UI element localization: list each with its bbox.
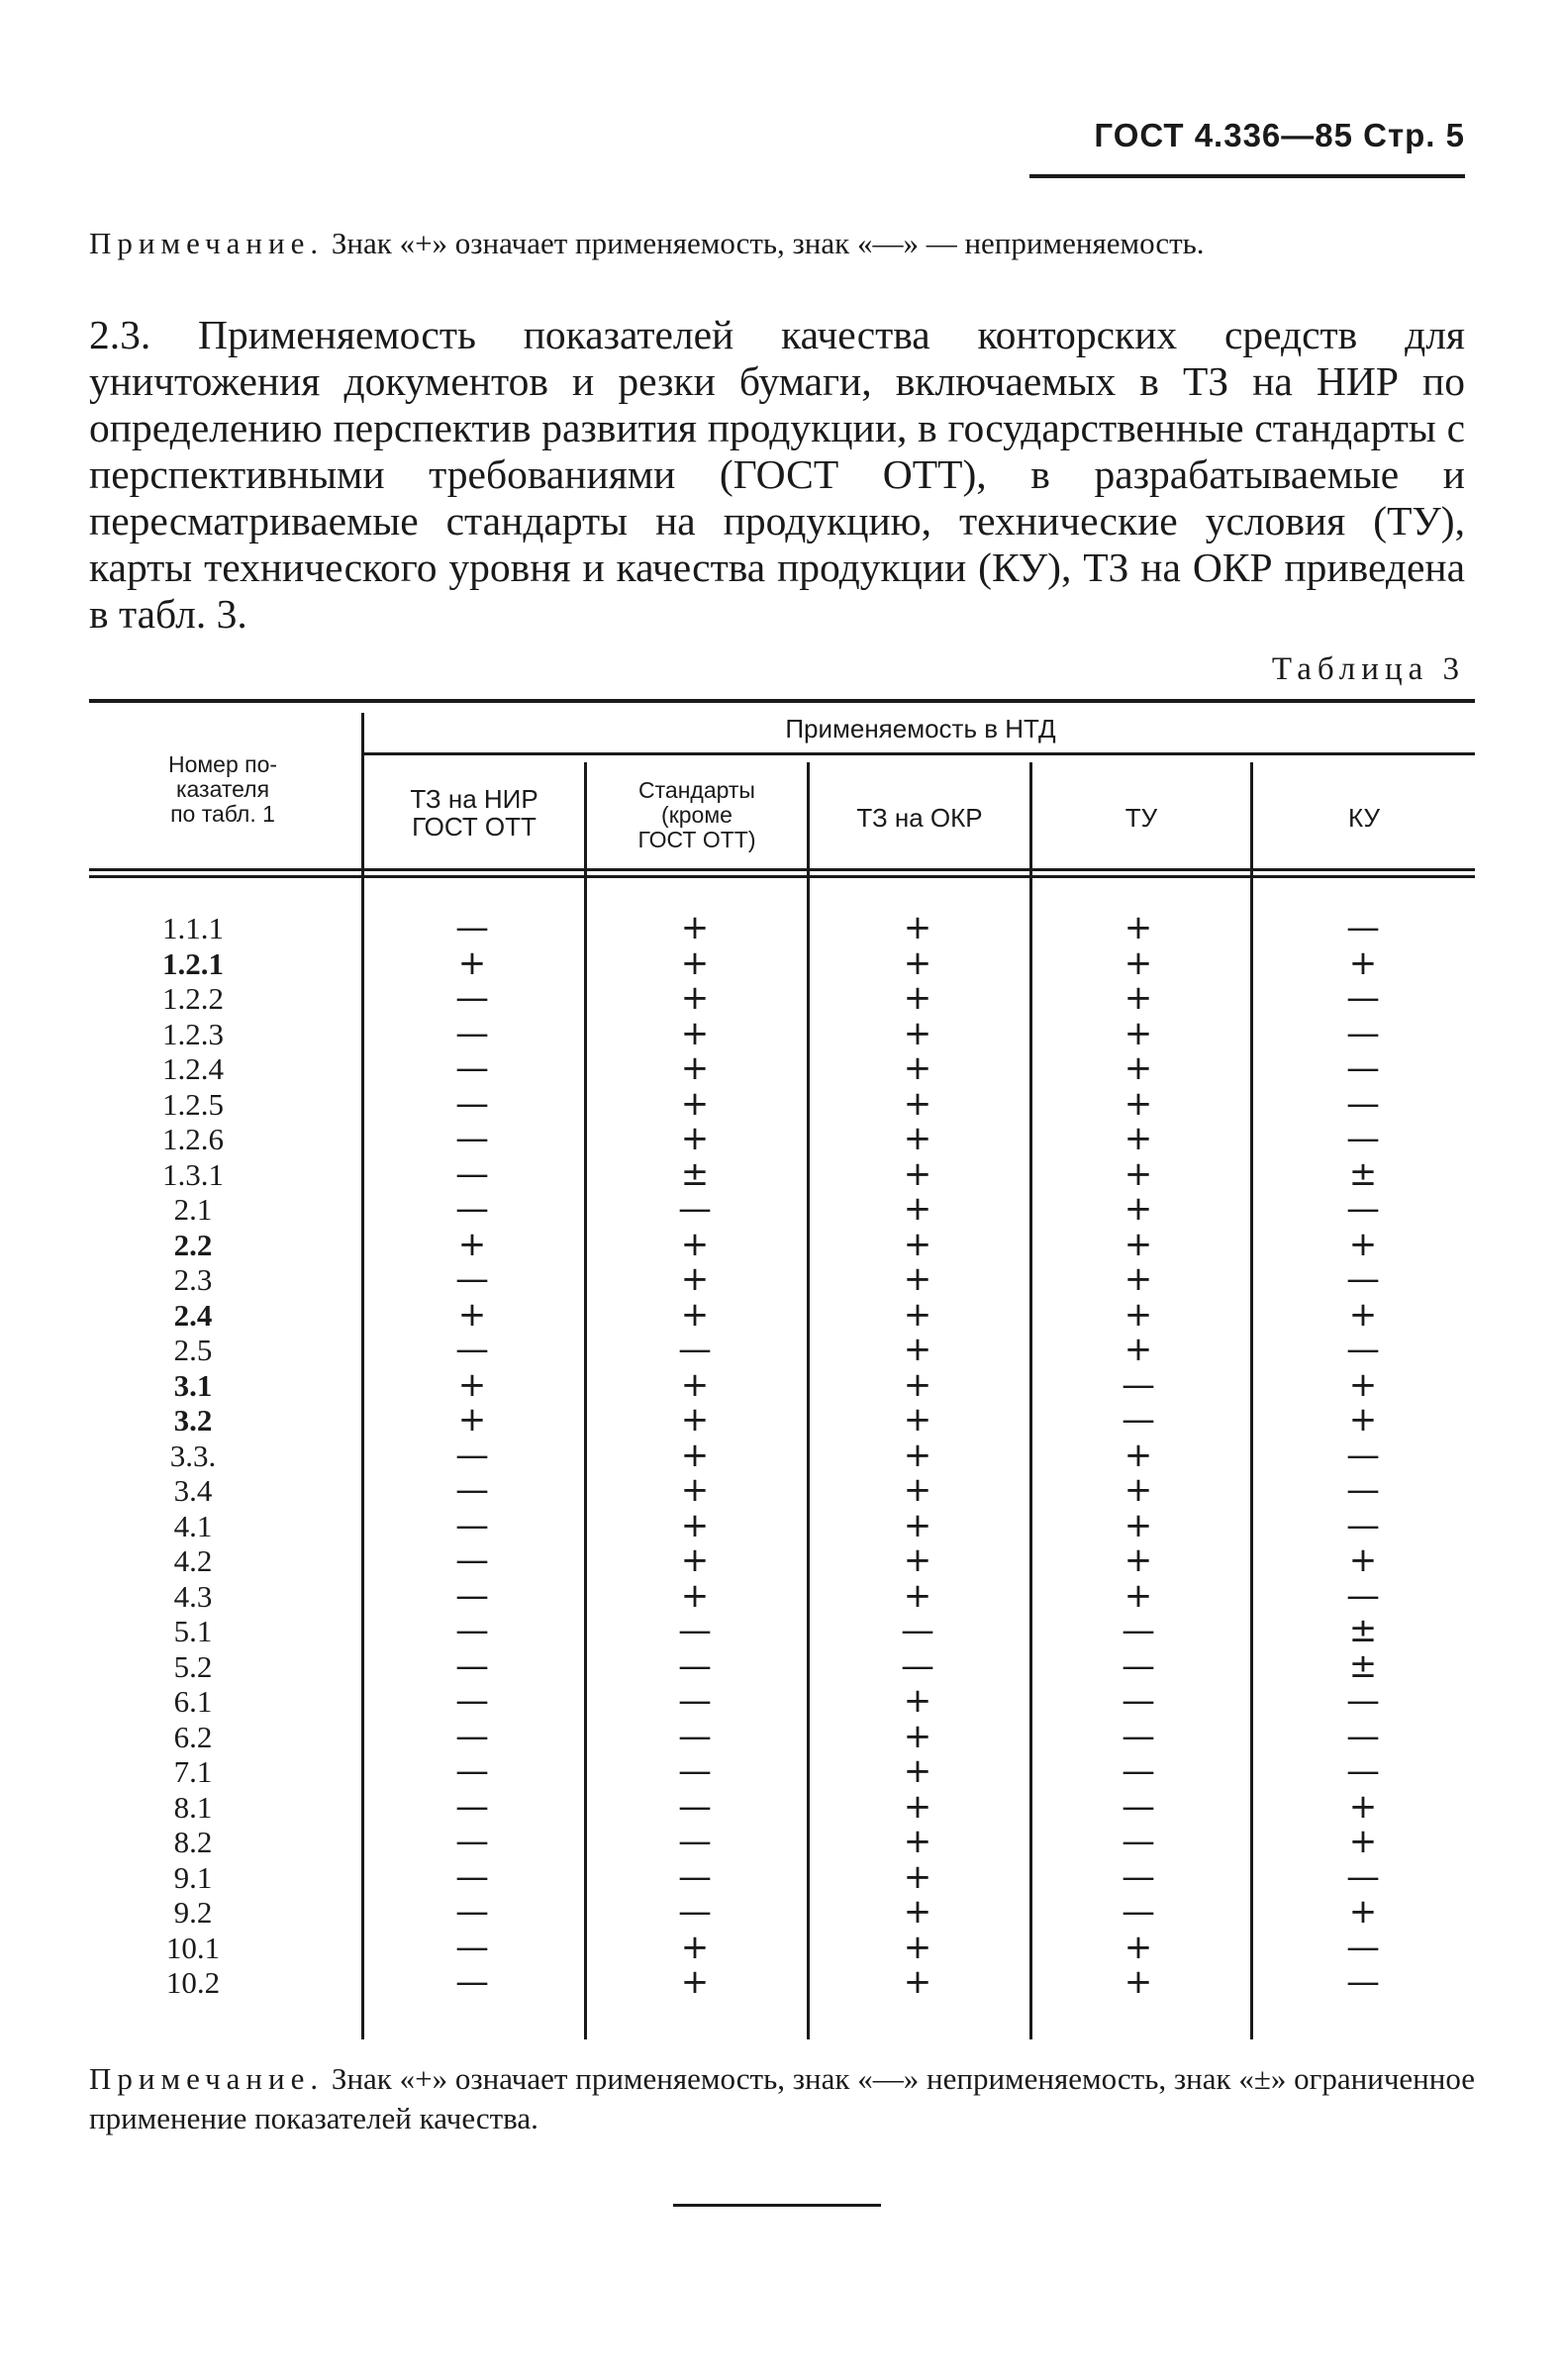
applicability-mark: + <box>903 1048 932 1088</box>
applicability-mark: — <box>455 1470 489 1510</box>
applicability-mark: + <box>1348 1540 1378 1580</box>
applicability-mark: + <box>457 942 487 983</box>
applicability-mark: — <box>1346 1751 1380 1791</box>
row-number: 3.3. <box>169 1438 217 1473</box>
table-row <box>89 1681 1475 1721</box>
applicability-mark: + <box>903 942 932 983</box>
applicability-mark: + <box>903 1681 932 1721</box>
note-bottom <box>89 2059 1475 2138</box>
applicability-mark: + <box>903 1259 932 1299</box>
applicability-mark: + <box>1123 1575 1153 1616</box>
applicability-mark: — <box>455 1962 489 2002</box>
applicability-mark: + <box>903 1751 932 1791</box>
applicability-mark: — <box>455 1119 489 1158</box>
applicability-mark: + <box>680 1364 710 1405</box>
row-number: 2.1 <box>173 1192 213 1227</box>
applicability-mark: — <box>455 1892 489 1932</box>
applicability-mark: + <box>1123 1294 1153 1335</box>
applicability-mark: + <box>457 1294 487 1335</box>
row-number: 1.2.2 <box>162 981 224 1016</box>
table-row <box>89 1470 1475 1510</box>
applicability-mark: ± <box>680 1153 710 1194</box>
note-bottom-label: Примечание. <box>89 2061 325 2096</box>
applicability-mark: — <box>1122 1822 1155 1861</box>
table-row <box>89 1786 1475 1827</box>
row-number: 3.1 <box>173 1367 213 1403</box>
applicability-mark: + <box>457 1364 487 1405</box>
row-number: 1.1.1 <box>162 911 224 945</box>
applicability-mark: ± <box>1348 1153 1378 1194</box>
applicability-mark: + <box>1123 942 1153 983</box>
row-number: 10.2 <box>165 1965 221 2000</box>
table-row <box>89 1892 1475 1932</box>
applicability-mark: + <box>680 1540 710 1580</box>
applicability-mark: + <box>680 1505 710 1545</box>
applicability-mark: — <box>455 1927 489 1967</box>
applicability-mark: — <box>678 1189 712 1229</box>
note-top <box>89 224 1465 263</box>
table-header-rule-1 <box>89 868 1475 871</box>
applicability-mark: — <box>455 978 489 1018</box>
row-number: 9.1 <box>173 1859 213 1895</box>
applicability-mark: + <box>903 1364 932 1405</box>
applicability-mark: — <box>1346 1856 1380 1897</box>
row-number: 4.2 <box>173 1543 213 1578</box>
table-row <box>89 978 1475 1018</box>
applicability-mark: + <box>903 1400 932 1439</box>
paragraph-text: 2.3. Применяемость показателей качества конторских средств для уничтожения документов и резки бумаги, включаемых в ТЗ на НИР по определению перспектив развития продукции, в государственные стандарты с перспективными требованиями (ГОСТ ОТТ), в разрабатываемые и пересматриваемые стандарты на продукцию, технические условия (ТУ), карты технического уровня и качества продукции (КУ), ТЗ на ОКР приведена в табл. 3. <box>89 312 1465 637</box>
applicability-mark: — <box>1122 1856 1155 1897</box>
applicability-mark: — <box>455 1189 489 1229</box>
applicability-mark: + <box>903 1189 932 1229</box>
row-number: 8.2 <box>173 1825 213 1859</box>
applicability-mark: + <box>903 1330 932 1369</box>
header-rule <box>1029 174 1465 178</box>
applicability-mark: + <box>1123 908 1153 947</box>
applicability-mark: ± <box>1348 1611 1378 1650</box>
applicability-mark: — <box>455 1611 489 1650</box>
table-row <box>89 1294 1475 1335</box>
applicability-mark: — <box>455 1153 489 1194</box>
applicability-mark: — <box>678 1681 712 1721</box>
applicability-mark: + <box>903 1540 932 1580</box>
applicability-mark: — <box>1346 1505 1380 1545</box>
applicability-mark: + <box>1348 1786 1378 1827</box>
applicability-mark: — <box>1346 1119 1380 1158</box>
applicability-mark: + <box>1348 1400 1378 1439</box>
applicability-mark: + <box>1123 1505 1153 1545</box>
row-number: 2.4 <box>173 1297 213 1333</box>
applicability-mark: — <box>1122 1716 1155 1756</box>
applicability-mark: + <box>680 1575 710 1616</box>
applicability-mark: — <box>1346 1083 1380 1124</box>
applicability-mark: — <box>901 1611 934 1650</box>
table-caption: Таблица 3 <box>1271 651 1465 687</box>
table-row <box>89 1505 1475 1545</box>
applicability-mark: + <box>1348 1224 1378 1264</box>
row-number: 1.2.4 <box>162 1051 224 1086</box>
table-row <box>89 1540 1475 1580</box>
applicability-mark: — <box>1122 1786 1155 1827</box>
applicability-mark: — <box>678 1892 712 1932</box>
applicability-mark: + <box>680 1013 710 1053</box>
applicability-mark: + <box>680 1927 710 1967</box>
applicability-mark: + <box>1123 1013 1153 1053</box>
applicability-mark: + <box>903 978 932 1018</box>
col-header-tz-nir <box>364 785 584 841</box>
applicability-mark: — <box>455 1435 489 1475</box>
row-header-line: по табл. 1 <box>170 801 275 827</box>
applicability-mark: — <box>1122 1681 1155 1721</box>
applicability-mark: — <box>678 1611 712 1650</box>
row-header <box>89 752 356 827</box>
applicability-mark: + <box>1123 1259 1153 1299</box>
applicability-mark: + <box>903 1786 932 1827</box>
table-row <box>89 1645 1475 1686</box>
col-header-line: ГОСТ ОТТ <box>412 812 537 842</box>
row-number: 7.1 <box>173 1754 213 1789</box>
row-number: 1.2.5 <box>162 1086 224 1122</box>
row-header-line: казателя <box>175 776 270 802</box>
applicability-mark: + <box>1123 978 1153 1018</box>
applicability-mark: — <box>678 1330 712 1369</box>
applicability-mark: — <box>1122 1400 1155 1439</box>
applicability-mark: — <box>1346 1330 1380 1369</box>
row-number: 1.3.1 <box>162 1156 224 1192</box>
applicability-mark: — <box>678 1645 712 1686</box>
row-header-line: Номер по- <box>167 751 278 777</box>
col-header-tu <box>1032 804 1250 832</box>
applicability-mark: + <box>457 1224 487 1264</box>
row-number: 10.1 <box>165 1930 221 1965</box>
applicability-mark: + <box>457 1400 487 1439</box>
applicability-mark: — <box>455 1330 489 1369</box>
applicability-mark: + <box>903 1927 932 1967</box>
applicability-mark: — <box>1346 1435 1380 1475</box>
applicability-mark: + <box>903 1435 932 1475</box>
applicability-mark: + <box>680 978 710 1018</box>
table-row <box>89 1153 1475 1194</box>
applicability-mark: — <box>455 1716 489 1756</box>
applicability-mark: + <box>903 1505 932 1545</box>
applicability-mark: + <box>903 1822 932 1861</box>
row-number: 2.2 <box>173 1227 213 1262</box>
applicability-mark: — <box>1346 978 1380 1018</box>
col-header-line: КУ <box>1348 803 1380 833</box>
applicability-mark: + <box>1123 1540 1153 1580</box>
applicability-mark: — <box>1346 908 1380 947</box>
applicability-mark: + <box>1123 1153 1153 1194</box>
row-number: 5.1 <box>173 1614 213 1648</box>
col-header-tz-okr <box>810 804 1029 832</box>
applicability-mark: + <box>680 1962 710 2002</box>
row-number: 1.2.1 <box>162 945 224 981</box>
applicability-mark: — <box>455 1751 489 1791</box>
row-number: 3.2 <box>173 1403 213 1438</box>
table-row <box>89 1083 1475 1124</box>
applicability-mark: — <box>455 1505 489 1545</box>
applicability-mark: — <box>678 1716 712 1756</box>
applicability-mark: + <box>903 1470 932 1510</box>
applicability-mark: + <box>1123 1189 1153 1229</box>
applicability-mark: + <box>680 908 710 947</box>
applicability-mark: + <box>1123 1962 1153 2002</box>
applicability-mark: — <box>901 1645 934 1686</box>
applicability-mark: + <box>1123 1119 1153 1158</box>
applicability-mark: — <box>1346 1575 1380 1616</box>
applicability-mark: + <box>680 1119 710 1158</box>
col-header-ku <box>1253 804 1475 832</box>
applicability-mark: + <box>1123 1048 1153 1088</box>
applicability-mark: + <box>903 1153 932 1194</box>
table-row <box>89 1751 1475 1791</box>
applicability-mark: + <box>1123 1470 1153 1510</box>
applicability-mark: — <box>1346 1716 1380 1756</box>
applicability-mark: — <box>455 1013 489 1053</box>
row-number: 1.2.6 <box>162 1122 224 1156</box>
applicability-mark: + <box>1348 1892 1378 1932</box>
applicability-mark: — <box>1122 1611 1155 1650</box>
table-row <box>89 1259 1475 1299</box>
table-row <box>89 1048 1475 1088</box>
table-row <box>89 1927 1475 1967</box>
applicability-mark: — <box>678 1786 712 1827</box>
table-row <box>89 1364 1475 1405</box>
applicability-mark: + <box>680 1224 710 1264</box>
row-number: 3.4 <box>173 1473 213 1508</box>
table-row <box>89 1822 1475 1861</box>
col-header-line: Стандарты <box>638 777 755 803</box>
applicability-mark: — <box>455 1259 489 1299</box>
col-header-line: ТУ <box>1124 803 1158 833</box>
applicability-mark: — <box>455 1540 489 1580</box>
col-header-line: ТЗ на ОКР <box>856 803 983 833</box>
table-header-rule-2 <box>89 875 1475 878</box>
applicability-mark: + <box>903 1013 932 1053</box>
col-header-line: ТЗ на НИР <box>410 784 538 814</box>
row-number: 4.1 <box>173 1508 213 1543</box>
applicability-mark: + <box>1123 1927 1153 1967</box>
applicability-mark: — <box>455 1856 489 1897</box>
table-top-rule <box>89 699 1475 703</box>
applicability-mark: + <box>903 1962 932 2002</box>
applicability-mark: — <box>678 1856 712 1897</box>
applicability-mark: + <box>1123 1224 1153 1264</box>
row-number: 2.3 <box>173 1262 213 1297</box>
applicability-mark: — <box>455 1786 489 1827</box>
applicability-mark: + <box>903 1119 932 1158</box>
applicability-mark: + <box>903 1224 932 1264</box>
col-header-line: ГОСТ ОТТ) <box>637 827 756 852</box>
applicability-mark: + <box>680 1435 710 1475</box>
table-row <box>89 1716 1475 1756</box>
table-row <box>89 1435 1475 1475</box>
row-number: 2.5 <box>173 1333 213 1367</box>
applicability-mark: + <box>1123 1083 1153 1124</box>
applicability-mark: + <box>1348 942 1378 983</box>
applicability-mark: + <box>680 1048 710 1088</box>
row-number: 5.2 <box>173 1648 213 1684</box>
applicability-mark: + <box>680 1259 710 1299</box>
applicability-mark: — <box>455 1575 489 1616</box>
row-number: 1.2.3 <box>162 1016 224 1051</box>
table-row <box>89 1962 1475 2002</box>
applicability-mark: + <box>903 1083 932 1124</box>
note-bottom-text: Знак «+» означает применяемость, знак «—» неприменяемость, знак «±» ограниченное применение показателей качества. <box>89 2061 1475 2135</box>
applicability-mark: — <box>1346 1927 1380 1967</box>
table-row <box>89 1330 1475 1369</box>
applicability-mark: — <box>1346 1259 1380 1299</box>
table-row <box>89 1119 1475 1158</box>
row-number: 9.2 <box>173 1895 213 1930</box>
table-row <box>89 1856 1475 1897</box>
table-row <box>89 1400 1475 1439</box>
applicability-mark: — <box>1346 1470 1380 1510</box>
applicability-mark: + <box>903 1716 932 1756</box>
table-row <box>89 908 1475 947</box>
applicability-mark: + <box>903 1294 932 1335</box>
applicability-mark: + <box>1348 1822 1378 1861</box>
applicability-mark: + <box>680 1083 710 1124</box>
table-row <box>89 1224 1475 1264</box>
applicability-mark: — <box>455 1083 489 1124</box>
applicability-mark: + <box>903 908 932 947</box>
table-row <box>89 1189 1475 1229</box>
applicability-mark: + <box>903 1575 932 1616</box>
page-header: ГОСТ 4.336—85 Стр. 5 <box>1094 117 1465 153</box>
applicability-mark: — <box>1346 1962 1380 2002</box>
applicability-mark: ± <box>1348 1645 1378 1686</box>
note-top-text: Знак «+» означает применяемость, знак «—» — неприменяемость. <box>324 226 1205 260</box>
row-number: 4.3 <box>173 1578 213 1614</box>
table-row <box>89 942 1475 983</box>
applicability-mark: — <box>455 908 489 947</box>
applicability-mark: + <box>903 1892 932 1932</box>
applicability-mark: — <box>1122 1751 1155 1791</box>
group-header: Применяемость в НТД <box>785 714 1056 744</box>
row-number: 6.1 <box>173 1684 213 1719</box>
applicability-mark: + <box>680 942 710 983</box>
col-header-standards <box>587 778 807 852</box>
applicability-mark: + <box>1348 1364 1378 1405</box>
applicability-mark: + <box>903 1856 932 1897</box>
applicability-mark: — <box>455 1048 489 1088</box>
table-row <box>89 1611 1475 1650</box>
applicability-mark: — <box>1346 1013 1380 1053</box>
applicability-mark: — <box>1346 1048 1380 1088</box>
col-header-line: (кроме <box>661 802 733 828</box>
applicability-mark: + <box>1123 1330 1153 1369</box>
applicability-mark: — <box>1346 1681 1380 1721</box>
main-paragraph <box>89 312 1465 638</box>
applicability-mark: — <box>1122 1364 1155 1405</box>
applicability-mark: + <box>680 1400 710 1439</box>
table-row <box>89 1575 1475 1616</box>
applicability-mark: — <box>1346 1189 1380 1229</box>
applicability-mark: — <box>678 1822 712 1861</box>
applicability-mark: — <box>678 1751 712 1791</box>
applicability-mark: + <box>1348 1294 1378 1335</box>
applicability-mark: + <box>1123 1435 1153 1475</box>
row-number: 8.1 <box>173 1789 213 1825</box>
applicability-mark: — <box>1122 1645 1155 1686</box>
table-row <box>89 1013 1475 1053</box>
row-number: 6.2 <box>173 1719 213 1754</box>
applicability-mark: — <box>455 1681 489 1721</box>
note-top-label: Примечание. <box>89 226 325 260</box>
end-rule <box>673 2204 881 2207</box>
applicability-mark: + <box>680 1470 710 1510</box>
applicability-mark: — <box>455 1645 489 1686</box>
table-group-rule <box>363 752 1475 755</box>
applicability-mark: + <box>680 1294 710 1335</box>
applicability-mark: — <box>455 1822 489 1861</box>
applicability-mark: — <box>1122 1892 1155 1932</box>
